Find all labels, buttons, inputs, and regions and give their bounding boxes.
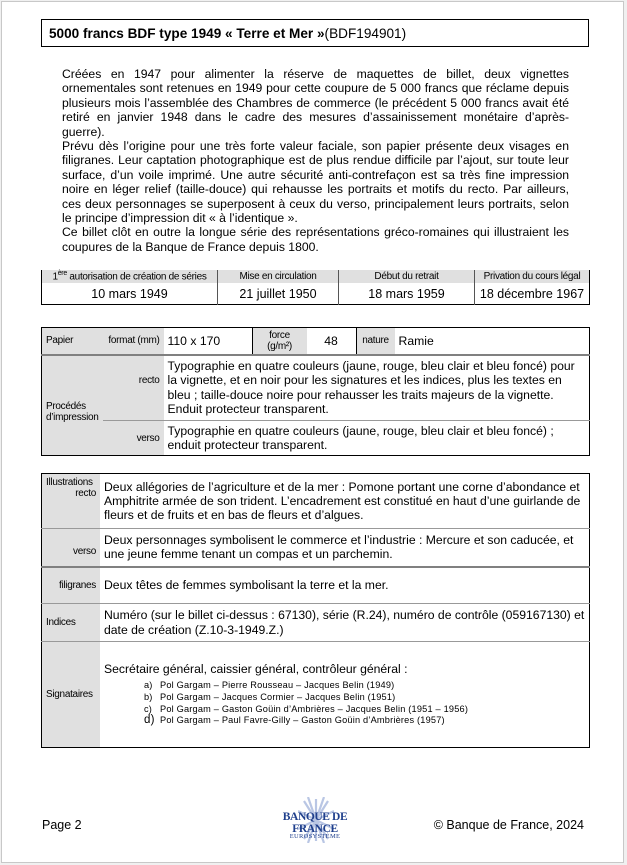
- intro-paragraph: Créées en 1947 pour alimenter la réserve de maquettes de billet, deux vignettes ornementales sont retenues en 1949 pour cette coupure de 5 000 francs que réclame depuis plusieurs mois l’assemblée des Chambres de commerce (le précédent 5 000 francs avait été retiré en janvier 1948 dans le cadre des mesures d’assainissement monétaire d’après-guerre).: [62, 67, 569, 139]
- paper-row: [42, 328, 590, 355]
- dates-header-row: [42, 270, 590, 283]
- indices-row: [42, 604, 590, 642]
- intro-paragraph: Ce billet clôt en outre la longue série des représentations gréco-romaines qui illustraient les coupures de la Banque de France depuis 1800.: [62, 225, 569, 254]
- date-first-authorisation: 10 mars 1949: [91, 286, 168, 301]
- illustrations-label: Illustrations recto: [42, 474, 101, 529]
- procedes-label: Procédés d’impression: [42, 355, 103, 456]
- verso-value: Typographie en quatre couleurs (jaune, rouge, bleu clair et bleu foncé) ; enduit protecteur transparent.: [167, 423, 554, 452]
- indices-label: Indices: [42, 604, 101, 642]
- signataires-row: [42, 642, 590, 748]
- filigranes-value: Deux têtes de femmes symbolisant la terre et la mer.: [104, 578, 389, 593]
- illus-recto-value: Deux allégories de l’agriculture et de la mer : Pomone portant une corne d’abondance et Amphitrite armée de son trident. L’encadrement est constitué en haut d’une guirlande de fleurs et de fruits et en bas de fleurs et d’algues.: [104, 479, 581, 523]
- verso-label: verso: [103, 421, 164, 456]
- signataire-item: c) Pol Gargam – Gaston Goüin d’Ambrières – Jacques Belin (1951 – 1956): [144, 703, 469, 714]
- force-label: force (g/m²): [252, 328, 307, 355]
- page-title: [41, 19, 589, 47]
- nature-label: nature: [356, 328, 395, 355]
- signataires-cell: [100, 642, 590, 748]
- date-retrait: 18 mars 1959: [339, 283, 475, 305]
- copyright: © Banque de France, 2024: [433, 818, 584, 832]
- filigranes-row: [42, 567, 590, 604]
- header-circulation: Mise en circulation: [218, 270, 339, 283]
- header-retrait: Début du retrait: [339, 270, 475, 283]
- technical-table: [41, 327, 590, 456]
- intro-text: [62, 67, 569, 254]
- signataires-label: Signataires: [42, 642, 101, 748]
- logo-subtitle: EUROSYSTÈME: [289, 833, 341, 840]
- document-page: [1, 1, 624, 863]
- signataire-item: b) Pol Gargam – Jacques Cormier – Jacques Belin (1951): [144, 691, 396, 702]
- illustrations-table: [41, 473, 590, 748]
- logo-name: BANQUE DE FRANCE: [282, 811, 348, 835]
- dates-value-row: [42, 283, 590, 305]
- date-privation: 18 décembre 1967: [475, 283, 590, 305]
- illus-recto-row: [42, 474, 590, 529]
- filigranes-label: filigranes: [42, 567, 101, 604]
- signataires-list: [104, 680, 585, 727]
- dates-table: [41, 270, 590, 305]
- illus-verso-row: [42, 529, 590, 567]
- illus-verso-label: verso: [42, 529, 101, 567]
- header-first-authorisation: 1ère autorisation de création de séries: [42, 270, 218, 283]
- procedes-recto-row: [42, 355, 590, 421]
- banque-de-france-logo: [260, 797, 370, 847]
- title-code: (BDF194901): [324, 25, 407, 41]
- intro-paragraph: Prévu dès l’origine pour une très forte valeur faciale, son papier présente deux visages en filigranes. Leur captation photographique est de plus rendue difficile par l’ajout, sur toute leur surface, d’un voile imprimé. Une autre sécurité anti-contrefaçon est sa très fine impression noire en léger relief (taille-douce) qui rehausse les portraits et motifs du recto. Par ailleurs, ces deux personnages se superposent à ceux du verso, principalement leurs portraits, selon le principe d’impression dit « à l’identique ».: [62, 139, 569, 226]
- date-circulation: 21 juillet 1950: [218, 283, 339, 305]
- procedes-verso-row: [42, 421, 590, 456]
- illus-verso-value: Deux personnages symbolisent le commerce et l’industrie : Mercure et son caducée, et une jeune femme tenant un compas et un parchemin.: [104, 532, 574, 562]
- format-label: format (mm): [103, 328, 164, 355]
- indices-value: Numéro (sur le billet ci-dessus : 67130), série (R.24), numéro de contrôle (059167130) et date de création (Z.10-3-1949.Z.): [104, 608, 585, 637]
- nature-value: Ramie: [398, 333, 434, 348]
- signataire-item: a) Pol Gargam – Pierre Rousseau – Jacques Belin (1949): [144, 680, 395, 691]
- recto-label: recto: [103, 355, 164, 421]
- recto-value: Typographie en quatre couleurs (jaune, rouge, bleu clair et bleu foncé) pour la vignette, et en noir pour les signatures et les indices, plus les textes en bleu ; taille-douce noire pour rehausser les traits majeurs de la vignette. Enduit protecteur transparent.: [167, 359, 575, 417]
- format-value: 110 x 170: [164, 328, 253, 355]
- signataire-item: d) Pol Gargam – Paul Favre-Gilly – Gaston Goüin d’Ambrières (1957): [144, 714, 445, 727]
- signataires-intro: Secrétaire général, caissier général, contrôleur général :: [104, 661, 408, 676]
- header-privation: Privation du cours légal: [475, 270, 590, 283]
- paper-label: Papier: [42, 328, 103, 355]
- title-main: 5000 francs BDF type 1949 « Terre et Mer »: [49, 25, 325, 41]
- force-value: 48: [307, 328, 357, 355]
- page-number: Page 2: [42, 818, 82, 832]
